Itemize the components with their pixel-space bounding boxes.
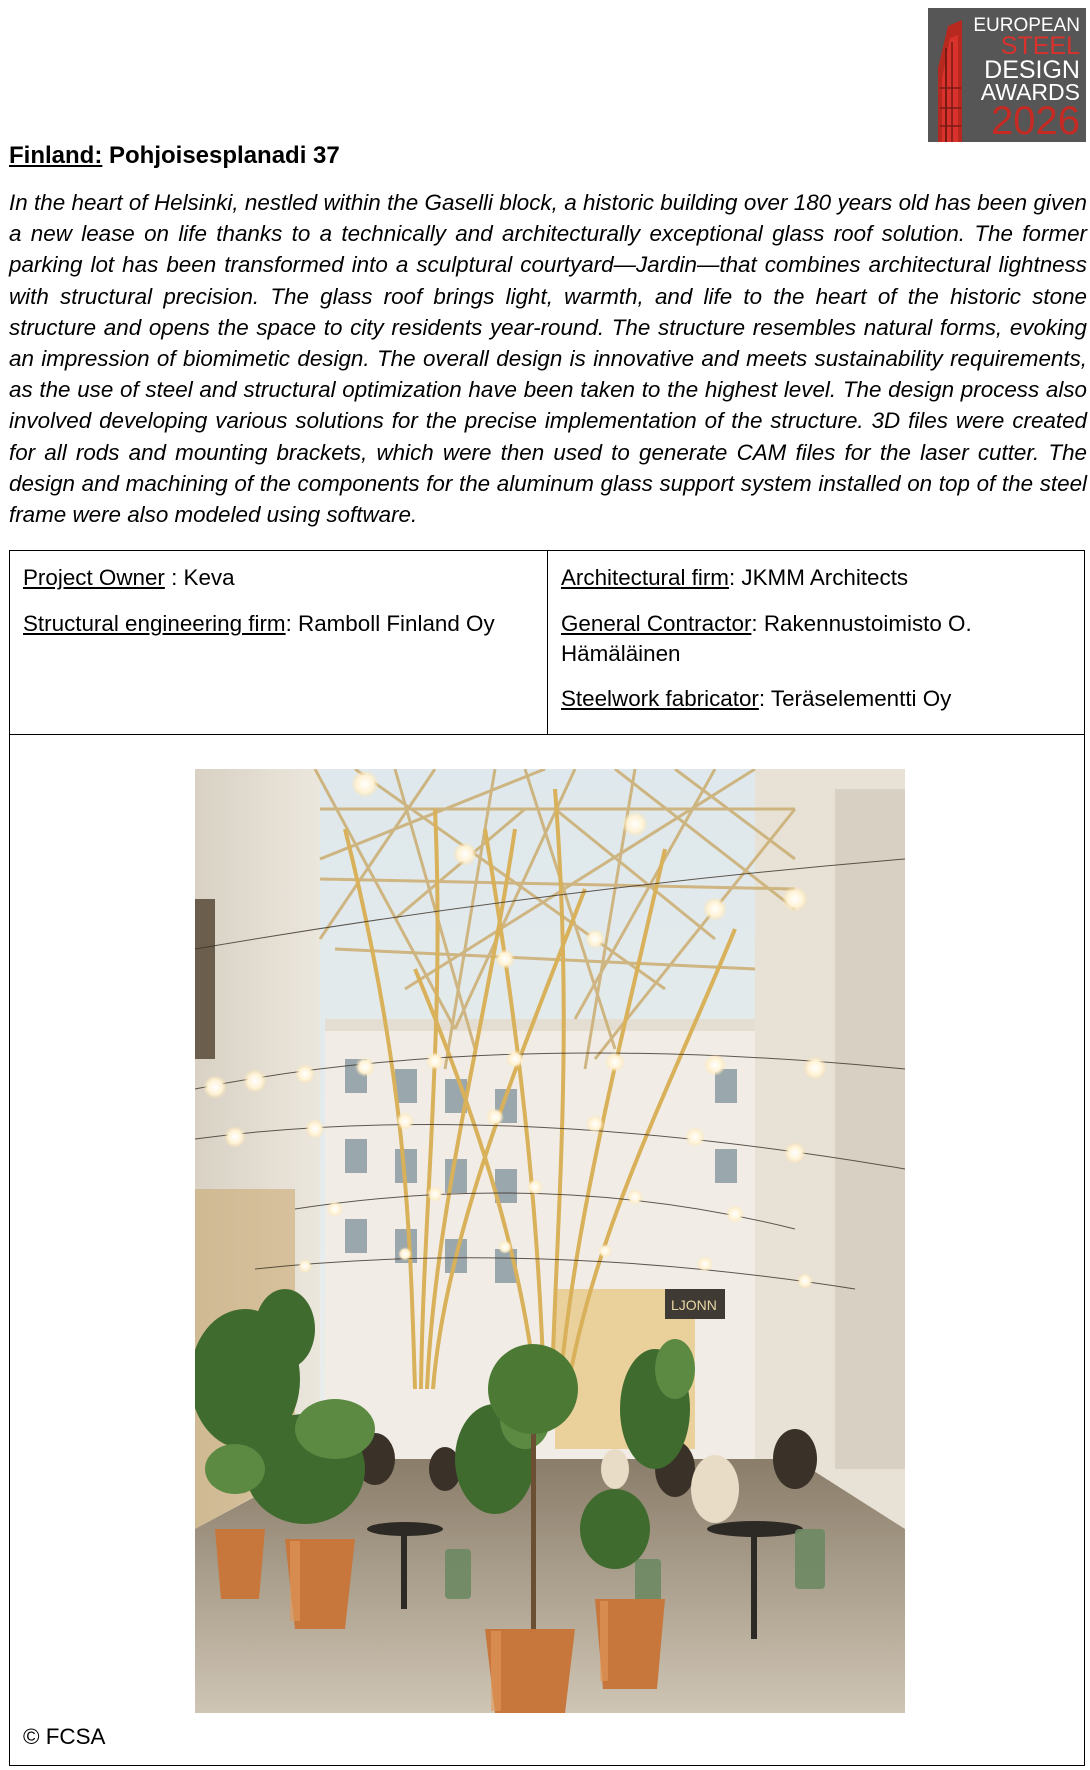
project-info-table xyxy=(9,550,1085,1766)
project-description: In the heart of Helsinki, nestled within the Gaselli block, a historic building over 180 years old has been given a new lease on life thanks to a technically and architecturally exceptional glass roof solution. The former parking lot has been transformed into a sculptural courtyard—Jardin—that combines architectural lightness with structural precision. The glass roof brings light, warmth, and life to the heart of the historic stone structure and opens the space to city residents year-round. The structure resembles natural forms, evoking an impression of biomimetic design. The overall design is innovative and meets sustainability requirements, as the use of steel and structural optimization have been taken to the highest level. The design process also involved developing various solutions for the precise implementation of the structure. 3D files were created for all rods and mounting brackets, which were then used to generate CAM files for the laser cutter. The design and machining of the components for the aluminum glass support system installed on top of the steel frame were also modeled using software. xyxy=(9,190,1087,528)
project-name: Pohjoisesplanadi 37 xyxy=(109,142,340,169)
structural-engineering-field xyxy=(23,609,537,639)
project-owner-label: Project Owner xyxy=(23,565,165,590)
page-title xyxy=(9,142,340,170)
shop-sign: LJONN xyxy=(671,1297,717,1313)
logo-line-european: EUROPEAN xyxy=(973,15,1080,36)
architectural-firm-field xyxy=(561,563,1076,593)
logo-line-year: 2026 xyxy=(991,99,1080,142)
courtyard-photo xyxy=(195,769,905,1713)
credits-right-column xyxy=(548,551,1086,734)
general-contractor-label: General Contractor xyxy=(561,611,752,636)
country-label: Finland: xyxy=(9,142,103,169)
logo-line-steel: STEEL xyxy=(1000,32,1080,60)
steelwork-fabricator-value: : Teräselementti Oy xyxy=(758,686,952,711)
general-contractor-value: : Rakennustoimisto O. Hämäläinen xyxy=(561,611,972,666)
structural-engineering-label: Structural engineering firm xyxy=(23,611,286,636)
project-owner-value: : Keva xyxy=(164,565,235,590)
general-contractor-field xyxy=(561,609,1076,669)
structural-engineering-value: : Ramboll Finland Oy xyxy=(285,611,495,636)
project-owner-field xyxy=(23,563,537,593)
steelwork-fabricator-label: Steelwork fabricator xyxy=(561,686,759,711)
architectural-firm-value: : JKMM Architects xyxy=(728,565,909,590)
credits-left-column xyxy=(10,551,548,734)
architectural-firm-label: Architectural firm xyxy=(561,565,729,590)
european-steel-design-awards-logo xyxy=(928,8,1086,142)
photo-credit: © FCSA xyxy=(23,1724,106,1749)
courtyard-illustration xyxy=(195,769,905,1713)
credits-row xyxy=(10,551,1084,735)
steelwork-fabricator-field xyxy=(561,684,1076,714)
logo-line-design: DESIGN xyxy=(984,56,1080,84)
logo-line-awards: AWARDS xyxy=(980,79,1080,105)
